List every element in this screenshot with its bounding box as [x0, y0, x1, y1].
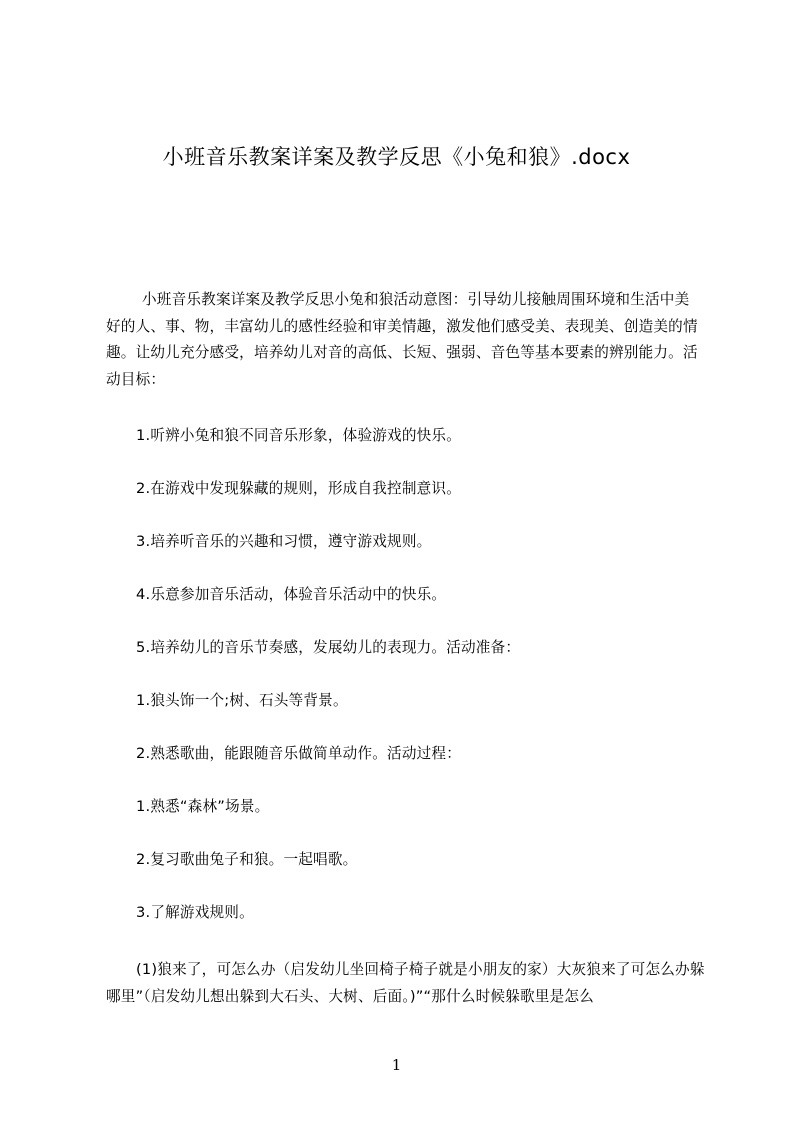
process-item-2: 2.复习歌曲兔子和狼。一起唱歌。 [136, 851, 358, 868]
document-title: 小班音乐教案详案及教学反思《小兔和狼》.docx [162, 145, 631, 169]
page-number: 1 [391, 1056, 402, 1074]
preparation-item-1: 1.狼头饰一个;树、石头等背景。 [136, 692, 348, 709]
intro-paragraph: 小班音乐教案详案及教学反思小兔和狼活动意图：引导幼儿接触周围环境和生活中美好的人、事、物，丰富幼儿的感性经验和审美情趣，激发他们感受美、表现美、创造美的情趣。让幼儿充分感受，培养幼儿对音的高低、长短、强弱、音色等基本要素的辨别能力。活动目标： [106, 291, 698, 388]
goal-item-3: 3.培养听音乐的兴趣和习惯，遵守游戏规则。 [136, 533, 432, 550]
goal-item-1: 1.听辨小兔和狼不同音乐形象，体验游戏的快乐。 [136, 427, 461, 444]
goal-item-4: 4.乐意参加音乐活动，体验音乐活动中的快乐。 [136, 586, 447, 603]
process-detail-paragraph: (1)狼来了，可怎么办（启发幼儿坐回椅子椅子就是小朋友的家）大灰狼来了可怎么办躲哪里”（启发幼儿想出躲到大石头、大树、后面。)”“那什么时候躲歌里是怎么 [106, 961, 705, 1005]
goal-item-2: 2.在游戏中发现躲藏的规则，形成自我控制意识。 [136, 480, 461, 497]
process-item-1: 1.熟悉“森林”场景。 [136, 798, 270, 815]
preparation-item-2: 2.熟悉歌曲，能跟随音乐做简单动作。活动过程： [136, 745, 461, 762]
process-item-3: 3.了解游戏规则。 [136, 904, 254, 921]
goal-item-5: 5.培养幼儿的音乐节奏感，发展幼儿的表现力。活动准备： [136, 639, 521, 656]
